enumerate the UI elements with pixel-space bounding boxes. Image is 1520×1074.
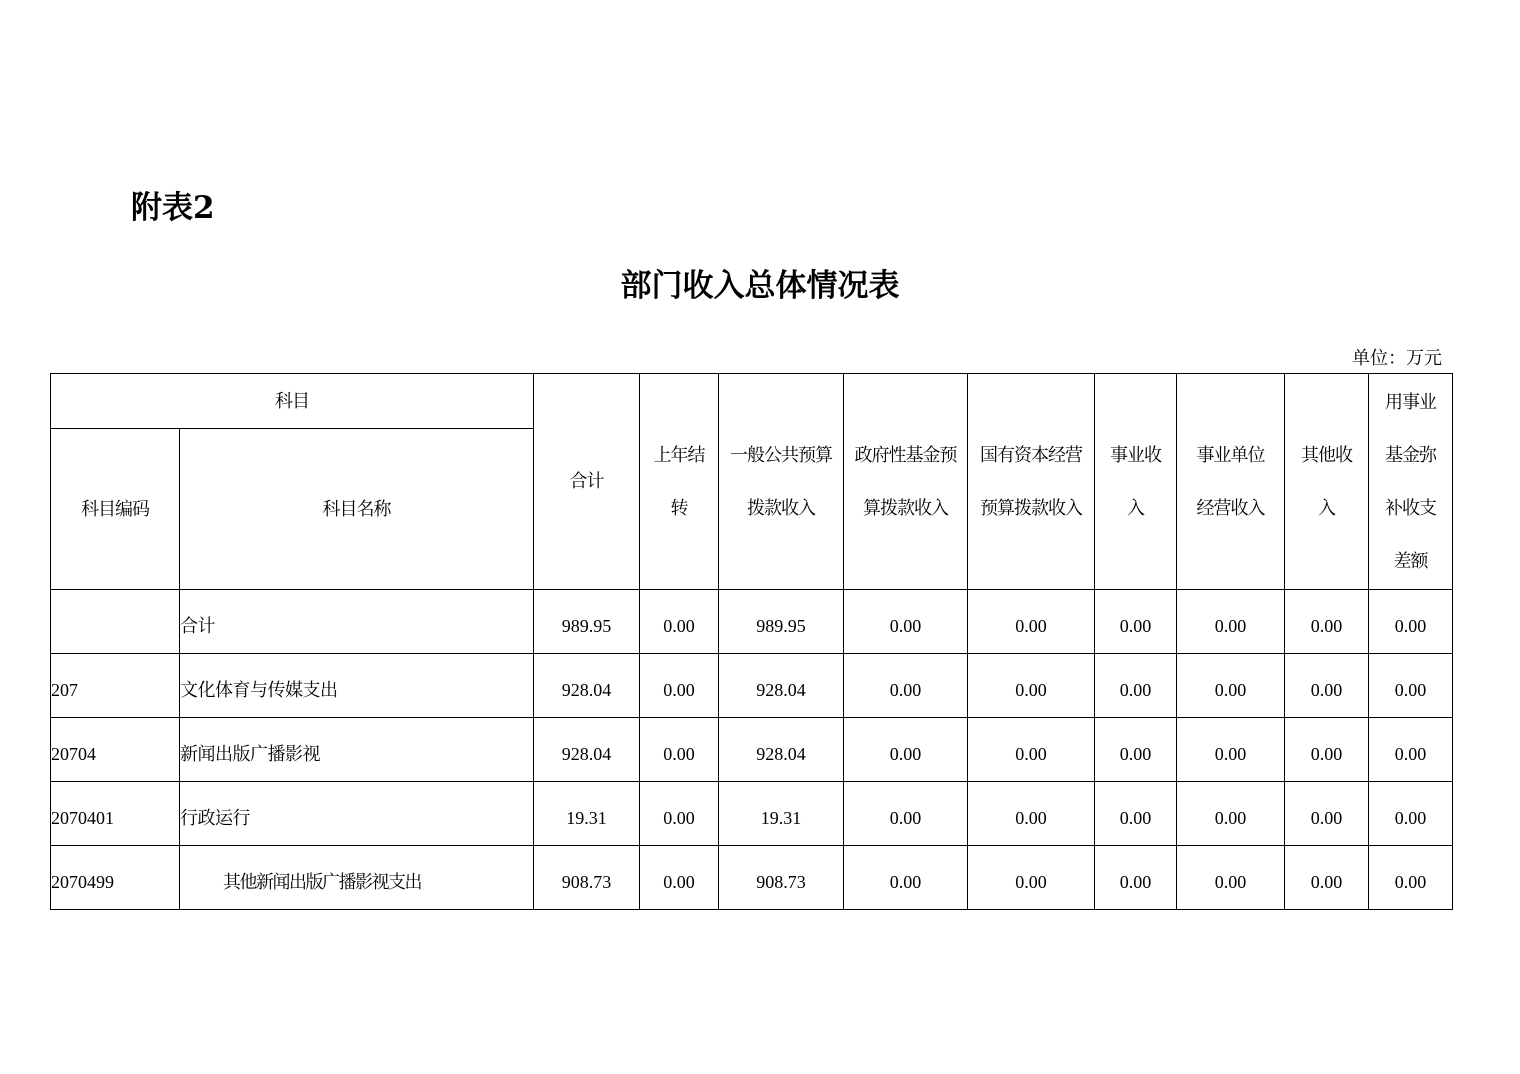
cell-total: 928.04 (534, 654, 640, 718)
cell-name: 行政运行 (180, 782, 534, 846)
header-gov-fund-line-1: 政府性基金预 (854, 444, 957, 466)
cell-carryover: 0.00 (640, 846, 719, 910)
header-fund-offset (1369, 374, 1453, 590)
cell-total: 19.31 (534, 782, 640, 846)
cell-other-income: 0.00 (1285, 718, 1369, 782)
cell-code: 20704 (51, 718, 180, 782)
header-business-unit-income-line-1: 事业单位 (1196, 444, 1265, 466)
cell-carryover: 0.00 (640, 654, 719, 718)
cell-code: 207 (51, 654, 180, 718)
header-carryover-line-2: 转 (670, 497, 688, 519)
unit-label: 单位：万元 (1352, 348, 1442, 369)
cell-total: 908.73 (534, 846, 640, 910)
header-business-income-line-1: 事业收 (1110, 444, 1161, 466)
cell-general-budget: 908.73 (719, 846, 844, 910)
table-row (51, 654, 1453, 718)
cell-carryover: 0.00 (640, 590, 719, 654)
header-fund-offset-line-4: 差额 (1393, 550, 1428, 572)
header-subject-name: 科目名称 (180, 429, 534, 590)
cell-carryover: 0.00 (640, 782, 719, 846)
cell-state-capital: 0.00 (968, 654, 1095, 718)
cell-general-budget: 989.95 (719, 590, 844, 654)
cell-name: 新闻出版广播影视 (180, 718, 534, 782)
cell-business-income: 0.00 (1095, 590, 1177, 654)
header-other-income-line-2: 入 (1318, 497, 1335, 519)
cell-carryover: 0.00 (640, 718, 719, 782)
cell-fund-offset: 0.00 (1369, 654, 1453, 718)
cell-name: 合计 (180, 590, 534, 654)
header-business-income-line-2: 入 (1127, 497, 1144, 519)
cell-code: 2070401 (51, 782, 180, 846)
attachment-label: 附表2 (131, 190, 215, 226)
cell-business-income: 0.00 (1095, 718, 1177, 782)
cell-name: 其他新闻出版广播影视支出 (180, 846, 534, 910)
cell-fund-offset: 0.00 (1369, 782, 1453, 846)
income-table (50, 373, 1453, 910)
cell-code (51, 590, 180, 654)
cell-gov-fund: 0.00 (844, 654, 968, 718)
header-business-unit-income-line-2: 经营收入 (1196, 497, 1265, 519)
cell-fund-offset: 0.00 (1369, 590, 1453, 654)
header-total: 合计 (534, 374, 640, 590)
cell-code: 2070499 (51, 846, 180, 910)
header-subject-code: 科目编码 (51, 429, 180, 590)
cell-gov-fund: 0.00 (844, 782, 968, 846)
header-general-budget-line-2: 拨款收入 (747, 497, 815, 519)
cell-state-capital: 0.00 (968, 782, 1095, 846)
cell-other-income: 0.00 (1285, 846, 1369, 910)
table-row (51, 782, 1453, 846)
cell-gov-fund: 0.00 (844, 846, 968, 910)
header-row-1 (51, 374, 1453, 429)
cell-business-unit-income: 0.00 (1177, 846, 1285, 910)
cell-total: 989.95 (534, 590, 640, 654)
cell-fund-offset: 0.00 (1369, 846, 1453, 910)
cell-general-budget: 19.31 (719, 782, 844, 846)
cell-business-unit-income: 0.00 (1177, 654, 1285, 718)
cell-business-income: 0.00 (1095, 654, 1177, 718)
header-gov-fund-line-2: 算拨款收入 (863, 497, 948, 519)
header-business-unit-income (1177, 374, 1285, 590)
cell-other-income: 0.00 (1285, 782, 1369, 846)
header-general-budget (719, 374, 844, 590)
cell-state-capital: 0.00 (968, 718, 1095, 782)
table-row (51, 590, 1453, 654)
cell-gov-fund: 0.00 (844, 590, 968, 654)
header-gov-fund (844, 374, 968, 590)
header-other-income-line-1: 其他收 (1301, 444, 1352, 466)
cell-fund-offset: 0.00 (1369, 718, 1453, 782)
header-fund-offset-line-1: 用事业 (1385, 391, 1436, 413)
cell-total: 928.04 (534, 718, 640, 782)
header-carryover-line-1: 上年结 (653, 444, 705, 466)
cell-business-income: 0.00 (1095, 782, 1177, 846)
page-title: 部门收入总体情况表 (620, 268, 900, 304)
cell-gov-fund: 0.00 (844, 718, 968, 782)
header-state-capital-line-1: 国有资本经营 (980, 444, 1082, 466)
header-subject: 科目 (51, 374, 534, 429)
table-row (51, 718, 1453, 782)
cell-business-income: 0.00 (1095, 846, 1177, 910)
header-fund-offset-line-2: 基金弥 (1385, 444, 1436, 466)
cell-state-capital: 0.00 (968, 846, 1095, 910)
cell-other-income: 0.00 (1285, 654, 1369, 718)
cell-state-capital: 0.00 (968, 590, 1095, 654)
header-other-income (1285, 374, 1369, 590)
table-row (51, 846, 1453, 910)
header-fund-offset-line-3: 补收支 (1385, 497, 1436, 519)
header-general-budget-line-1: 一般公共预算 (730, 444, 832, 466)
cell-business-unit-income: 0.00 (1177, 782, 1285, 846)
header-state-capital-line-2: 预算拨款收入 (980, 497, 1082, 519)
cell-business-unit-income: 0.00 (1177, 590, 1285, 654)
cell-name: 文化体育与传媒支出 (180, 654, 534, 718)
cell-general-budget: 928.04 (719, 718, 844, 782)
cell-business-unit-income: 0.00 (1177, 718, 1285, 782)
header-carryover (640, 374, 719, 590)
header-state-capital (968, 374, 1095, 590)
header-business-income (1095, 374, 1177, 590)
cell-general-budget: 928.04 (719, 654, 844, 718)
cell-other-income: 0.00 (1285, 590, 1369, 654)
